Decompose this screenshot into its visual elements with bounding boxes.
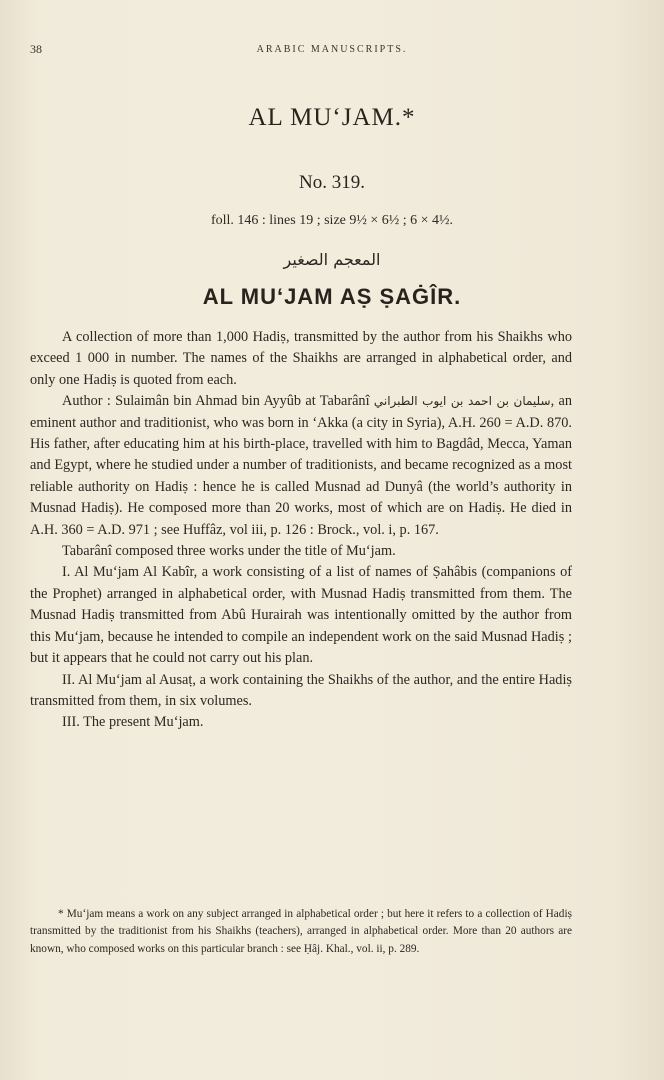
folio-line: foll. 146 : lines 19 ; size 9½ × 6½ ; 6 × 4½. xyxy=(210,213,454,228)
paragraph-author xyxy=(30,391,572,541)
body-text xyxy=(30,327,572,734)
page-header xyxy=(0,42,664,62)
paragraph-works-intro: Tabarânî composed three works under the title of Mu‘jam. xyxy=(62,543,396,560)
entry-subtitle: AL MU‘JAM AṢ ṢAĠÎR. xyxy=(202,284,462,309)
paragraph-work-3: III. The present Mu‘jam. xyxy=(62,714,204,731)
page-number: 38 xyxy=(30,42,42,56)
entry-number: No. 319. xyxy=(299,172,365,193)
footnote-text: * Mu‘jam means a work on any subject arranged in alphabetical order ; but here it refers to a collection of Hadiṣ transmitted by the traditionist from his Shaikhs (teachers), arranged in alphabetical order. More than 20 authors are known, who composed works on this particular branch : see Ḥâj. Khal., vol. ii, p. 289. xyxy=(30,908,572,955)
running-head: ARABIC MANUSCRIPTS. xyxy=(256,44,408,55)
author-biography: , an eminent author and traditionist, who was born in ‘Akka (a city in Syria), A.H. 260 = A.D. 870. His father, after educating him at his birth-place, travelled with him to Bagdâd, Mecca, Yaman and Egypt, where he studied under a number of traditionists, and became recognized as a most reliable authority on Hadiṣ : hence he is called Musnad ad Dunyâ (the world’s authority in Musnad Hadiṣ). He composed more than 20 works, most of which are on Hadiṣ. He died in A.H. 360 = A.D. 971 ; see Huffâz, vol iii, p. 126 : Brock., vol. i, p. 167. xyxy=(30,393,572,538)
paragraph-work-1: I. Al Mu‘jam Al Kabîr, a work consisting of a list of names of Ṣahâbis (companions of the Prophet) arranged in alphabetical order, with Musnad Hadiṣ transmitted from them. The Musnad Hadiṣ transmitted from Abû Hurairah was intentionally omitted by the author from this Mu‘jam, because he intended to compile an independent work on the said Musnad Hadiṣ ; but it appears that he could not carry out his plan. xyxy=(30,564,572,667)
author-name: Author : Sulaimân bin Ahmad bin Ayyûb at Tabarânî xyxy=(62,393,370,410)
author-arabic-name: سليمان بن احمد بن ايوب الطبراني xyxy=(373,394,551,409)
footnote xyxy=(30,906,572,958)
arabic-title: المعجم الصغير xyxy=(283,250,381,269)
entry-title: AL MU‘JAM.* xyxy=(248,104,416,131)
paragraph-work-2: II. Al Mu‘jam al Ausaṭ, a work containing the Shaikhs of the author, and the entire Hadiṣ transmitted from them, in six volumes. xyxy=(30,671,572,709)
paragraph-description: A collection of more than 1,000 Hadiṣ, transmitted by the author from his Shaikhs who exceed 1 000 in number. The names of the Shaikhs are arranged in alphabetical order, and only one Hadiṣ is quoted from each. xyxy=(30,329,572,388)
